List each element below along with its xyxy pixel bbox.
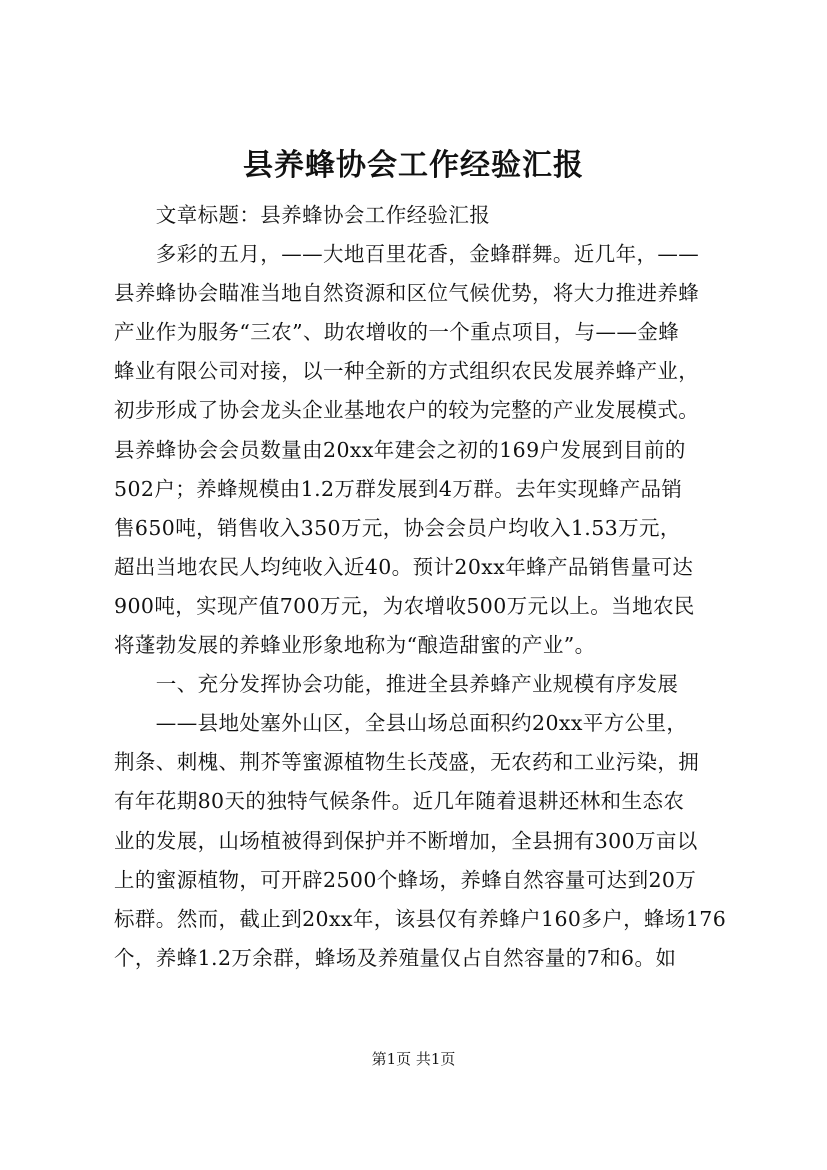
body-line: 900吨，实现产值700万元，为农增收500万元以上。当地农民 xyxy=(114,593,695,618)
page-footer: 第1页 共1页 xyxy=(371,1050,456,1068)
body-line: 产业作为服务“三农”、助农增收的一个重点项目，与——金蜂 xyxy=(114,320,680,345)
body-line: 多彩的五月，——大地百里花香，金蜂群舞。近几年，—— xyxy=(114,242,700,267)
body-line: 售650吨，销售收入350万元，协会会员户均收入1.53万元， xyxy=(114,515,681,540)
document-title: 县养蜂协会工作经验汇报 xyxy=(243,148,584,183)
section-heading: 一、充分发挥协会功能，推进全县养蜂产业规模有序发展 xyxy=(114,672,679,697)
body-line: 初步形成了协会龙头企业基地农户的较为完整的产业发展模式。 xyxy=(114,398,700,423)
body-line: 县养蜂协会会员数量由20xx年建会之初的169户发展到目前的 xyxy=(114,437,686,462)
body-line: 荆条、刺槐、荆芥等蜜源植物生长茂盛，无农药和工业污染，拥 xyxy=(114,750,700,775)
body-line: 502户；养蜂规模由1.2万群发展到4万群。去年实现蜂产品销 xyxy=(114,476,683,501)
body-line: 蜂业有限公司对接，以一种全新的方式组织农民发展养蜂产业， xyxy=(114,359,700,384)
body-line: 将蓬勃发展的养蜂业形象地称为“酿造甜蜜的产业”。 xyxy=(114,633,596,658)
body-line: 县养蜂协会瞄准当地自然资源和区位气候优势，将大力推进养蜂 xyxy=(114,281,700,306)
body-line: 个，养蜂1.2万余群，蜂场及养殖量仅占自然容量的7和6。如 xyxy=(114,945,677,970)
document-body xyxy=(114,196,734,978)
body-line: ——县地处塞外山区，全县山场总面积约20xx平方公里， xyxy=(114,711,688,736)
body-line: 文章标题：县养蜂协会工作经验汇报 xyxy=(114,203,491,227)
body-line: 业的发展，山场植被得到保护并不断增加，全县拥有300万亩以 xyxy=(114,828,698,853)
body-line: 上的蜜源植物，可开辟2500个蜂场，养蜂自然容量可达到20万 xyxy=(114,867,697,892)
body-line: 标群。然而，截止到20xx年，该县仅有养蜂户160多户，蜂场176 xyxy=(114,906,727,931)
body-line: 超出当地农民人均纯收入近40。预计20xx年蜂产品销售量可达 xyxy=(114,554,694,579)
body-line: 有年花期80天的独特气候条件。近几年随着退耕还林和生态农 xyxy=(114,789,685,814)
